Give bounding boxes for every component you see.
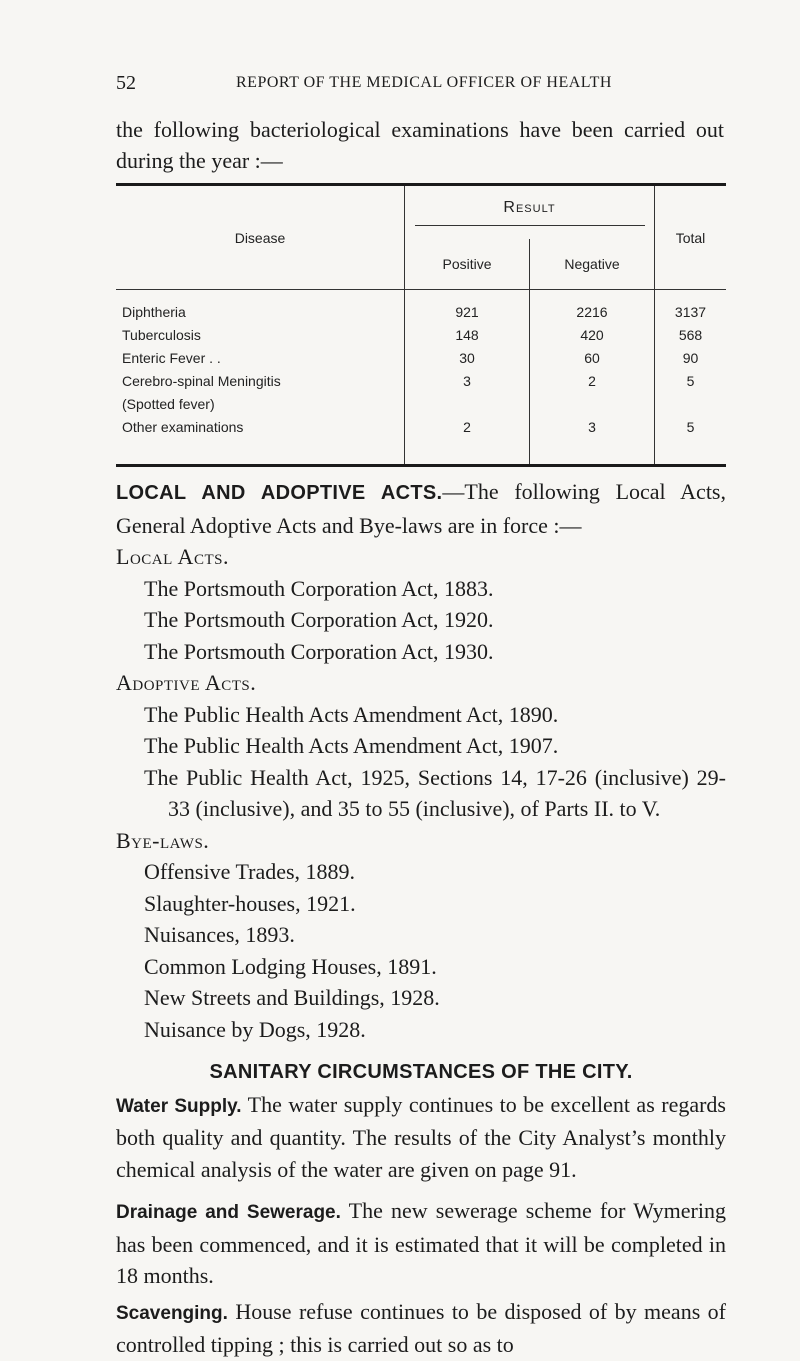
row-total: 5 [655,373,727,396]
drainage-text: The new sewerage scheme for Wymering has been commenced, and it is estimated that it will be completed in 18 months. [116,1198,726,1288]
bacteriological-table [116,183,726,467]
row-total [655,396,727,419]
adoptive-acts-label: Adoptive Acts. [116,670,257,695]
list-item: The Portsmouth Corporation Act, 1883. [144,575,494,601]
row-positive: 2 [405,419,530,442]
water-supply-paragraph [116,1089,726,1186]
result-label: Result [415,199,645,226]
table-row [116,327,726,350]
list-item: The Portsmouth Corporation Act, 1920. [144,607,494,632]
col-header-negative: Negative [530,239,655,290]
list-item: The Public Health Act, 1925, Sections 14, 17-26 (inclusive) 29-33 (inclusive), and 35 to 55 (inclusive), of Parts II. to V. [144,764,726,821]
row-disease: Cerebro-spinal Meningitis [122,373,281,389]
row-positive: 148 [405,327,530,350]
row-total: 5 [655,419,727,442]
row-total: 3137 [655,304,727,327]
drainage-paragraph [116,1195,726,1292]
page-number: 52 [116,72,136,94]
sanitary-heading-line [116,1055,726,1089]
row-disease: Tuberculosis [122,327,201,343]
scavenging-paragraph [116,1296,726,1361]
running-header [116,72,716,102]
col-header-disease: Disease [116,185,405,290]
row-positive: 921 [405,304,530,327]
local-adoptive-paragraph [116,476,726,541]
list-item: The Portsmouth Corporation Act, 1930. [144,638,494,664]
running-title: REPORT OF THE MEDICAL OFFICER OF HEALTH [236,74,612,91]
list-item: Nuisances, 1893. [144,922,295,947]
list-item: The Public Health Acts Amendment Act, 1907. [144,733,559,758]
row-disease: (Spotted fever) [122,396,215,412]
table-row [116,350,726,373]
row-total: 568 [655,327,727,350]
row-positive [405,396,530,419]
row-disease: Diphtheria [122,304,186,320]
row-negative [530,396,655,419]
row-negative: 3 [530,419,655,442]
table-row [116,373,726,396]
body-text [116,476,726,1361]
sanitary-heading: SANITARY CIRCUMSTANCES OF THE CITY. [209,1061,633,1083]
drainage-title: Drainage and Sewerage. [116,1202,341,1223]
water-supply-text: The water supply continues to be excellent as regards both quality and quantity. The results of the City Analyst’s monthly chemical analysis of the water are given on page 91. [116,1091,726,1182]
intro-paragraph: the following bacteriological examinations have been carried out during the year :— [116,117,724,173]
row-total: 90 [655,350,727,373]
table-row [116,419,726,442]
table-row [116,396,726,419]
list-item: New Streets and Buildings, 1928. [144,985,440,1010]
list-item: The Public Health Acts Amendment Act, 1890. [144,701,559,727]
row-negative: 2216 [530,304,655,327]
list-item: Offensive Trades, 1889. [144,859,356,884]
row-negative: 60 [530,350,655,373]
scavenging-title: Scavenging. [116,1302,228,1324]
list-item: Slaughter-houses, 1921. [144,890,356,916]
col-header-result [405,185,655,239]
row-negative: 420 [530,327,655,350]
table-row [116,304,726,327]
row-disease: Enteric Fever . . [122,350,221,366]
water-supply-title: Water Supply. [116,1095,242,1117]
col-header-positive: Positive [405,239,530,290]
row-disease: Other examinations [122,419,244,435]
scavenging-text: House refuse continues to be disposed of by means of controlled tipping ; this is carried out so as to [116,1298,726,1357]
list-item: Common Lodging Houses, 1891. [144,953,437,979]
local-acts-label: Local Acts. [116,544,229,569]
list-item: Nuisance by Dogs, 1928. [144,1016,366,1042]
row-positive: 3 [405,373,530,396]
byelaws-label: Bye-laws. [116,827,210,853]
col-header-total: Total [655,185,727,290]
row-negative: 2 [530,373,655,396]
row-positive: 30 [405,350,530,373]
local-adoptive-heading: LOCAL AND ADOPTIVE ACTS. [116,482,443,504]
local-adoptive-intro: —The following Local Acts, General Adoptive Acts and Bye-laws are in force :— [116,479,726,538]
